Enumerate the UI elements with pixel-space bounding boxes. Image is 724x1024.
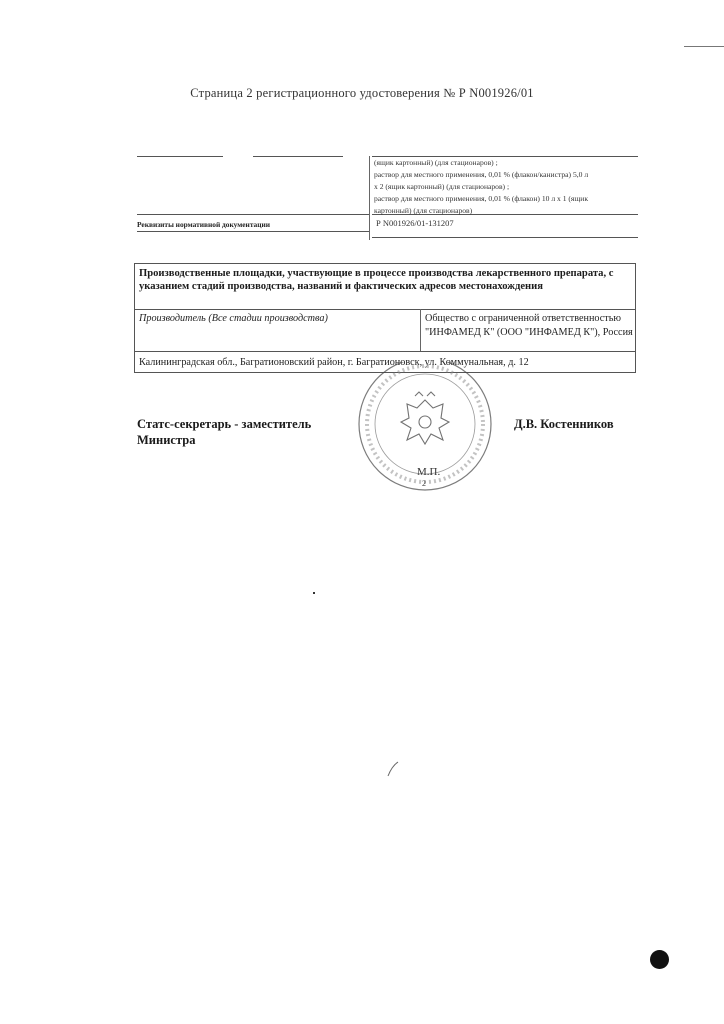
dosage-line: (ящик картонный) (для стационаров) ; [374,158,498,167]
producer-name: Общество с ограниченной ответственностью "ИНФАМЕД К" (ООО "ИНФАМЕД К"), Россия [425,313,633,338]
stamp-number: 2 [422,479,426,488]
edge-line [684,46,724,47]
rule [372,237,638,238]
rule [253,156,343,157]
sites-header: Производственные площадки, участвующие в процессе производства лекарственного препарата, с указанием стадий производства, названий и фактических адресов местонахождения [139,268,614,293]
rule [137,214,369,215]
requisites-label: Реквизиты нормативной документации [137,220,271,229]
producer-role: Производитель (Все стадии производства) [139,313,328,324]
row-divider [135,309,635,310]
column-divider [369,156,370,240]
official-stamp [345,362,505,497]
column-divider [420,309,421,351]
dosage-forms-list [374,157,636,217]
stamp-mark: М.П. [417,466,441,478]
punch-hole [650,950,669,969]
row-divider [135,351,635,352]
rule [137,156,223,157]
dosage-line: раствор для местного применения, 0,01 % (флакон/канистра) 5,0 л [374,170,589,179]
page-title: Страница 2 регистрационного удостоверения № Р N001926/01 [190,86,534,100]
requisites-value: Р N001926/01-131207 [376,218,454,228]
rule [137,231,369,232]
signer-title: Статс-секретарь - заместитель Министра [137,417,312,447]
emblem-icon [401,392,449,444]
signer-name: Д.В. Костенников [514,417,614,431]
stray-mark [386,760,400,778]
dosage-line: картонный) (для стационаров) [374,206,473,215]
production-sites-table [134,263,636,373]
producer-address: Калининградская обл., Багратионовский район, г. Багратионовск, ул. Коммунальная, д. 12 [139,357,529,368]
stray-mark [313,592,315,594]
dosage-line: х 2 (ящик картонный) (для стационаров) ; [374,182,510,191]
dosage-line: раствор для местного применения, 0,01 % (флакон) 10 л х 1 (ящик [374,194,589,203]
